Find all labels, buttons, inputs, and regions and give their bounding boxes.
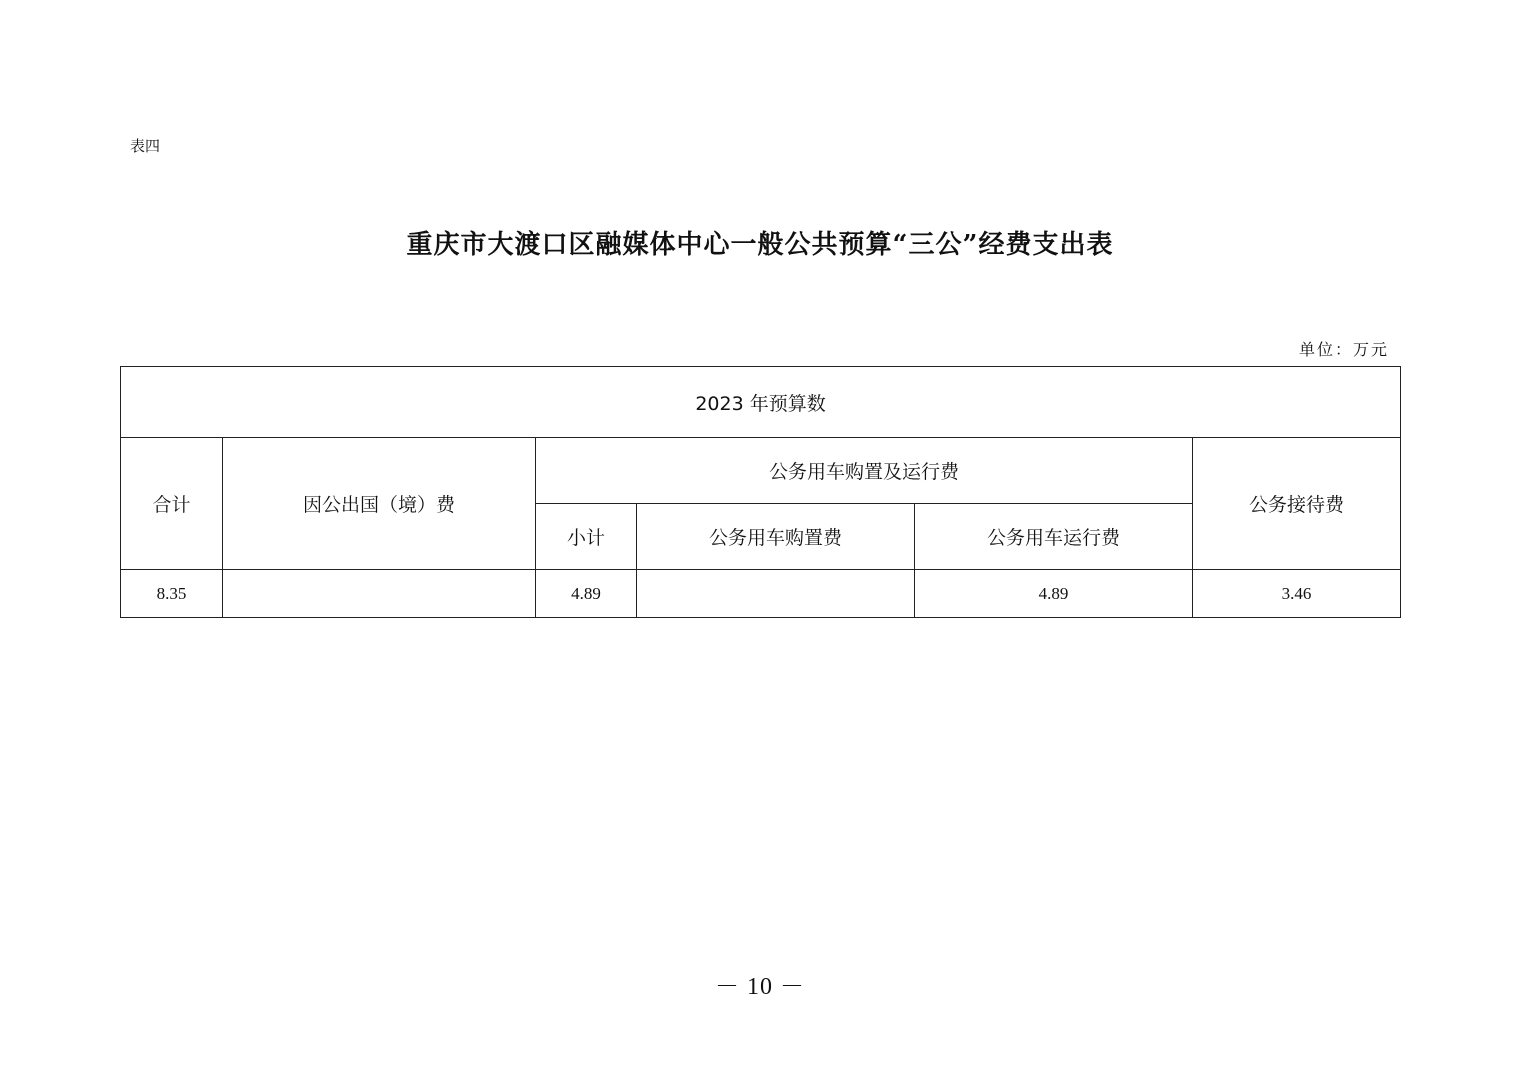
header-subtotal: 小计 (536, 504, 637, 570)
cell-overseas (223, 570, 536, 618)
table-row (121, 570, 1401, 618)
header-reception: 公务接待费 (1193, 438, 1401, 570)
table-label: 表四 (130, 137, 161, 155)
cell-total: 8.35 (121, 570, 223, 618)
document-title: 重庆市大渡口区融媒体中心一般公共预算“三公”经费支出表 (406, 230, 1114, 260)
year-header-row (121, 367, 1401, 438)
cell-reception: 3.46 (1193, 570, 1401, 618)
header-row-1 (121, 438, 1401, 504)
cell-vehicle-operation: 4.89 (915, 570, 1193, 618)
header-total: 合计 (121, 438, 223, 570)
budget-table (120, 366, 1401, 618)
header-vehicle-purchase: 公务用车购置费 (637, 504, 915, 570)
cell-vehicle-purchase (637, 570, 915, 618)
header-vehicle-group: 公务用车购置及运行费 (536, 438, 1193, 504)
cell-subtotal: 4.89 (536, 570, 637, 618)
page-number: － 10 － (715, 974, 805, 1000)
header-overseas: 因公出国（境）费 (223, 438, 536, 570)
unit-label: 单位：万元 (1298, 340, 1389, 359)
year-header: 2023 年预算数 (121, 367, 1401, 438)
header-vehicle-operation: 公务用车运行费 (915, 504, 1193, 570)
